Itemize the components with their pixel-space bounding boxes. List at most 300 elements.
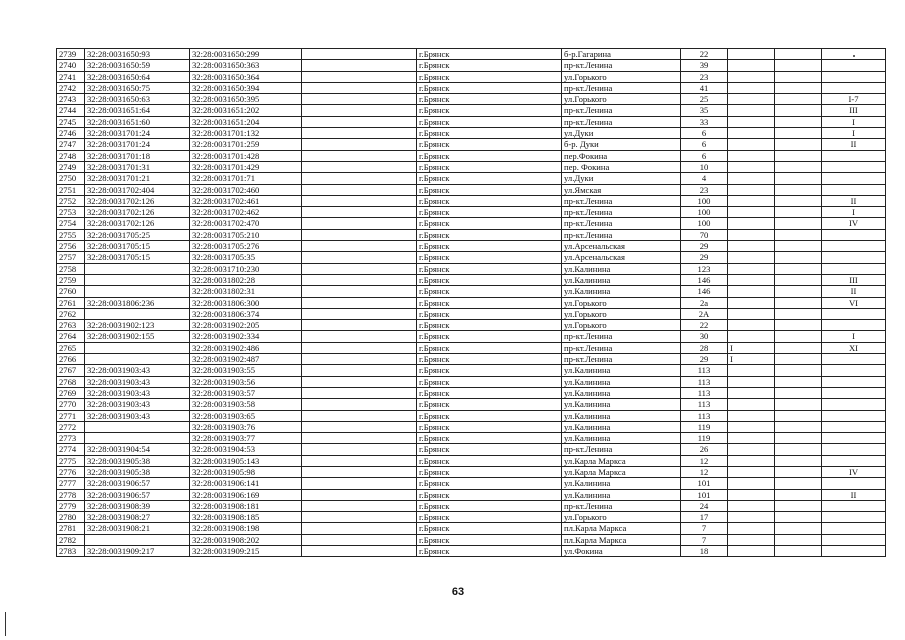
building-cell bbox=[728, 444, 775, 455]
parcel-cadastral-number-cell: 32:28:0031650:64 bbox=[85, 71, 190, 82]
house-number-cell: 33 bbox=[681, 116, 728, 127]
object-cadastral-number-cell: 32:28:0031906:141 bbox=[190, 478, 302, 489]
street-cell: ул.Калинина bbox=[562, 433, 681, 444]
row-number-cell: 2777 bbox=[57, 478, 85, 489]
city-cell: г.Брянск bbox=[417, 173, 562, 184]
object-cadastral-number-cell: 32:28:0031650:299 bbox=[190, 49, 302, 60]
row-number-cell: 2775 bbox=[57, 455, 85, 466]
blank-column-cell bbox=[302, 195, 417, 206]
blank-column-cell bbox=[302, 512, 417, 523]
row-number-cell: 2778 bbox=[57, 489, 85, 500]
premises-cell: IV bbox=[822, 218, 886, 229]
building-cell bbox=[728, 523, 775, 534]
table-row bbox=[57, 546, 886, 557]
parcel-cadastral-number-cell: 32:28:0031904:54 bbox=[85, 444, 190, 455]
row-number-cell: 2753 bbox=[57, 207, 85, 218]
city-cell: г.Брянск bbox=[417, 320, 562, 331]
premises-cell: I bbox=[822, 331, 886, 342]
street-cell: ул.Карла Маркса bbox=[562, 466, 681, 477]
table-row bbox=[57, 376, 886, 387]
city-cell: г.Брянск bbox=[417, 342, 562, 353]
parcel-cadastral-number-cell: 32:28:0031702:404 bbox=[85, 184, 190, 195]
premises-cell bbox=[822, 263, 886, 274]
parcel-cadastral-number-cell: 32:28:0031908:39 bbox=[85, 500, 190, 511]
blank-column-cell bbox=[302, 534, 417, 545]
building-cell bbox=[728, 365, 775, 376]
house-number-cell: 6 bbox=[681, 128, 728, 139]
city-cell: г.Брянск bbox=[417, 116, 562, 127]
street-cell: пл.Карла Маркса bbox=[562, 523, 681, 534]
street-cell: ул.Ямская bbox=[562, 184, 681, 195]
house-number-cell: 2А bbox=[681, 308, 728, 319]
city-cell: г.Брянск bbox=[417, 207, 562, 218]
extra-cell bbox=[775, 184, 822, 195]
street-cell: пер.Фокина bbox=[562, 150, 681, 161]
parcel-cadastral-number-cell bbox=[85, 342, 190, 353]
street-cell: пр-кт.Ленина bbox=[562, 229, 681, 240]
blank-column-cell bbox=[302, 387, 417, 398]
blank-column-cell bbox=[302, 297, 417, 308]
table-row bbox=[57, 466, 886, 477]
extra-cell bbox=[775, 478, 822, 489]
extra-cell bbox=[775, 421, 822, 432]
row-number-cell: 2776 bbox=[57, 466, 85, 477]
house-number-cell: 119 bbox=[681, 433, 728, 444]
premises-cell: II bbox=[822, 195, 886, 206]
blank-column-cell bbox=[302, 354, 417, 365]
row-number-cell: 2751 bbox=[57, 184, 85, 195]
street-cell: ул.Дуки bbox=[562, 128, 681, 139]
house-number-cell: 100 bbox=[681, 207, 728, 218]
blank-column-cell bbox=[302, 365, 417, 376]
premises-cell bbox=[822, 410, 886, 421]
table-row bbox=[57, 410, 886, 421]
house-number-cell: 113 bbox=[681, 365, 728, 376]
extra-cell bbox=[775, 354, 822, 365]
table-row bbox=[57, 433, 886, 444]
premises-cell bbox=[822, 534, 886, 545]
blank-column-cell bbox=[302, 500, 417, 511]
blank-column-cell bbox=[302, 433, 417, 444]
street-cell: ул.Калинина bbox=[562, 399, 681, 410]
building-cell bbox=[728, 297, 775, 308]
premises-cell bbox=[822, 82, 886, 93]
extra-cell bbox=[775, 195, 822, 206]
parcel-cadastral-number-cell: 32:28:0031705:25 bbox=[85, 229, 190, 240]
object-cadastral-number-cell: 32:28:0031903:65 bbox=[190, 410, 302, 421]
object-cadastral-number-cell: 32:28:0031902:205 bbox=[190, 320, 302, 331]
premises-cell bbox=[822, 444, 886, 455]
premises-cell bbox=[822, 387, 886, 398]
house-number-cell: 146 bbox=[681, 286, 728, 297]
extra-cell bbox=[775, 455, 822, 466]
blank-column-cell bbox=[302, 252, 417, 263]
parcel-cadastral-number-cell: 32:28:0031906:57 bbox=[85, 489, 190, 500]
building-cell bbox=[728, 195, 775, 206]
parcel-cadastral-number-cell: 32:28:0031702:126 bbox=[85, 195, 190, 206]
object-cadastral-number-cell: 32:28:0031903:76 bbox=[190, 421, 302, 432]
premises-cell: I bbox=[822, 207, 886, 218]
blank-column-cell bbox=[302, 161, 417, 172]
row-number-cell: 2774 bbox=[57, 444, 85, 455]
extra-cell bbox=[775, 489, 822, 500]
table-row bbox=[57, 387, 886, 398]
object-cadastral-number-cell: 32:28:0031903:58 bbox=[190, 399, 302, 410]
street-cell: ул.Калинина bbox=[562, 478, 681, 489]
table-row bbox=[57, 534, 886, 545]
city-cell: г.Брянск bbox=[417, 82, 562, 93]
row-number-cell: 2761 bbox=[57, 297, 85, 308]
city-cell: г.Брянск bbox=[417, 455, 562, 466]
premises-cell: I bbox=[822, 116, 886, 127]
street-cell: ул.Калинина bbox=[562, 286, 681, 297]
object-cadastral-number-cell: 32:28:0031650:363 bbox=[190, 60, 302, 71]
extra-cell bbox=[775, 161, 822, 172]
parcel-cadastral-number-cell: 32:28:0031705:15 bbox=[85, 252, 190, 263]
city-cell: г.Брянск bbox=[417, 331, 562, 342]
parcel-cadastral-number-cell: 32:28:0031650:93 bbox=[85, 49, 190, 60]
building-cell bbox=[728, 116, 775, 127]
row-number-cell: 2741 bbox=[57, 71, 85, 82]
house-number-cell: 101 bbox=[681, 489, 728, 500]
street-cell: пр-кт.Ленина bbox=[562, 444, 681, 455]
row-number-cell: 2779 bbox=[57, 500, 85, 511]
table-row bbox=[57, 354, 886, 365]
house-number-cell: 28 bbox=[681, 342, 728, 353]
city-cell: г.Брянск bbox=[417, 184, 562, 195]
house-number-cell: 29 bbox=[681, 252, 728, 263]
object-cadastral-number-cell: 32:28:0031705:210 bbox=[190, 229, 302, 240]
city-cell: г.Брянск bbox=[417, 139, 562, 150]
street-cell: пр-кт.Ленина bbox=[562, 195, 681, 206]
street-cell: б-р. Дуки bbox=[562, 139, 681, 150]
table-row bbox=[57, 444, 886, 455]
street-cell: пр-кт.Ленина bbox=[562, 60, 681, 71]
premises-cell: III bbox=[822, 105, 886, 116]
blank-column-cell bbox=[302, 308, 417, 319]
object-cadastral-number-cell: 32:28:0031908:198 bbox=[190, 523, 302, 534]
city-cell: г.Брянск bbox=[417, 71, 562, 82]
parcel-cadastral-number-cell: 32:28:0031903:43 bbox=[85, 365, 190, 376]
parcel-cadastral-number-cell: 32:28:0031702:126 bbox=[85, 218, 190, 229]
table-row bbox=[57, 128, 886, 139]
street-cell: ул.Калинина bbox=[562, 274, 681, 285]
extra-cell bbox=[775, 173, 822, 184]
table-row bbox=[57, 274, 886, 285]
premises-cell bbox=[822, 241, 886, 252]
street-cell: пр-кт.Ленина bbox=[562, 116, 681, 127]
house-number-cell: 24 bbox=[681, 500, 728, 511]
city-cell: г.Брянск bbox=[417, 444, 562, 455]
street-cell: ул.Горького bbox=[562, 320, 681, 331]
row-number-cell: 2759 bbox=[57, 274, 85, 285]
house-number-cell: 41 bbox=[681, 82, 728, 93]
parcel-cadastral-number-cell: 32:28:0031701:18 bbox=[85, 150, 190, 161]
building-cell bbox=[728, 478, 775, 489]
city-cell: г.Брянск bbox=[417, 161, 562, 172]
blank-column-cell bbox=[302, 229, 417, 240]
row-number-cell: 2783 bbox=[57, 546, 85, 557]
parcel-cadastral-number-cell: 32:28:0031905:38 bbox=[85, 455, 190, 466]
building-cell bbox=[728, 534, 775, 545]
blank-column-cell bbox=[302, 410, 417, 421]
blank-column-cell bbox=[302, 320, 417, 331]
premises-cell: II bbox=[822, 489, 886, 500]
row-number-cell: 2746 bbox=[57, 128, 85, 139]
city-cell: г.Брянск bbox=[417, 500, 562, 511]
house-number-cell: 22 bbox=[681, 320, 728, 331]
parcel-cadastral-number-cell bbox=[85, 274, 190, 285]
house-number-cell: 26 bbox=[681, 444, 728, 455]
object-cadastral-number-cell: 32:28:0031802:28 bbox=[190, 274, 302, 285]
parcel-cadastral-number-cell: 32:28:0031905:38 bbox=[85, 466, 190, 477]
blank-column-cell bbox=[302, 184, 417, 195]
building-cell bbox=[728, 546, 775, 557]
table-row bbox=[57, 263, 886, 274]
extra-cell bbox=[775, 105, 822, 116]
city-cell: г.Брянск bbox=[417, 105, 562, 116]
building-cell bbox=[728, 229, 775, 240]
row-number-cell: 2760 bbox=[57, 286, 85, 297]
row-number-cell: 2765 bbox=[57, 342, 85, 353]
city-cell: г.Брянск bbox=[417, 365, 562, 376]
street-cell: ул.Дуки bbox=[562, 173, 681, 184]
table-row bbox=[57, 229, 886, 240]
house-number-cell: 119 bbox=[681, 421, 728, 432]
table-row bbox=[57, 523, 886, 534]
row-number-cell: 2740 bbox=[57, 60, 85, 71]
page-number: 63 bbox=[451, 586, 465, 598]
street-cell: ул.Калинина bbox=[562, 489, 681, 500]
blank-column-cell bbox=[302, 376, 417, 387]
parcel-cadastral-number-cell: 32:28:0031701:21 bbox=[85, 173, 190, 184]
table-row bbox=[57, 500, 886, 511]
table-row bbox=[57, 331, 886, 342]
blank-column-cell bbox=[302, 399, 417, 410]
house-number-cell: 22 bbox=[681, 49, 728, 60]
table-row bbox=[57, 94, 886, 105]
building-cell bbox=[728, 263, 775, 274]
object-cadastral-number-cell: 32:28:0031902:487 bbox=[190, 354, 302, 365]
row-number-cell: 2749 bbox=[57, 161, 85, 172]
street-cell: пр-кт.Ленина bbox=[562, 342, 681, 353]
scan-margin-mark bbox=[5, 612, 6, 636]
table-row bbox=[57, 399, 886, 410]
object-cadastral-number-cell: 32:28:0031705:276 bbox=[190, 241, 302, 252]
scan-speck bbox=[853, 55, 855, 57]
object-cadastral-number-cell: 32:28:0031903:55 bbox=[190, 365, 302, 376]
building-cell bbox=[728, 161, 775, 172]
extra-cell bbox=[775, 376, 822, 387]
table-row bbox=[57, 161, 886, 172]
object-cadastral-number-cell: 32:28:0031651:202 bbox=[190, 105, 302, 116]
extra-cell bbox=[775, 320, 822, 331]
extra-cell bbox=[775, 387, 822, 398]
row-number-cell: 2758 bbox=[57, 263, 85, 274]
object-cadastral-number-cell: 32:28:0031702:462 bbox=[190, 207, 302, 218]
blank-column-cell bbox=[302, 116, 417, 127]
house-number-cell: 70 bbox=[681, 229, 728, 240]
premises-cell bbox=[822, 455, 886, 466]
row-number-cell: 2773 bbox=[57, 433, 85, 444]
house-number-cell: 29 bbox=[681, 354, 728, 365]
building-cell: I bbox=[728, 354, 775, 365]
table-row bbox=[57, 207, 886, 218]
blank-column-cell bbox=[302, 478, 417, 489]
building-cell bbox=[728, 421, 775, 432]
house-number-cell: 18 bbox=[681, 546, 728, 557]
building-cell bbox=[728, 60, 775, 71]
building-cell bbox=[728, 71, 775, 82]
table-row bbox=[57, 218, 886, 229]
house-number-cell: 100 bbox=[681, 218, 728, 229]
row-number-cell: 2739 bbox=[57, 49, 85, 60]
row-number-cell: 2767 bbox=[57, 365, 85, 376]
house-number-cell: 123 bbox=[681, 263, 728, 274]
premises-cell bbox=[822, 71, 886, 82]
extra-cell bbox=[775, 410, 822, 421]
row-number-cell: 2756 bbox=[57, 241, 85, 252]
parcel-cadastral-number-cell: 32:28:0031650:63 bbox=[85, 94, 190, 105]
object-cadastral-number-cell: 32:28:0031702:461 bbox=[190, 195, 302, 206]
row-number-cell: 2782 bbox=[57, 534, 85, 545]
row-number-cell: 2748 bbox=[57, 150, 85, 161]
building-cell bbox=[728, 500, 775, 511]
blank-column-cell bbox=[302, 546, 417, 557]
house-number-cell: 23 bbox=[681, 71, 728, 82]
premises-cell bbox=[822, 229, 886, 240]
parcel-cadastral-number-cell bbox=[85, 263, 190, 274]
house-number-cell: 39 bbox=[681, 60, 728, 71]
city-cell: г.Брянск bbox=[417, 399, 562, 410]
city-cell: г.Брянск bbox=[417, 286, 562, 297]
street-cell: ул.Карла Маркса bbox=[562, 455, 681, 466]
house-number-cell: 113 bbox=[681, 410, 728, 421]
city-cell: г.Брянск bbox=[417, 229, 562, 240]
extra-cell bbox=[775, 286, 822, 297]
house-number-cell: 17 bbox=[681, 512, 728, 523]
city-cell: г.Брянск bbox=[417, 354, 562, 365]
parcel-cadastral-number-cell bbox=[85, 534, 190, 545]
building-cell bbox=[728, 128, 775, 139]
building-cell bbox=[728, 308, 775, 319]
street-cell: б-р.Гагарина bbox=[562, 49, 681, 60]
street-cell: ул.Фокина bbox=[562, 546, 681, 557]
table-row bbox=[57, 421, 886, 432]
table-row bbox=[57, 60, 886, 71]
parcel-cadastral-number-cell: 32:28:0031903:43 bbox=[85, 410, 190, 421]
object-cadastral-number-cell: 32:28:0031806:374 bbox=[190, 308, 302, 319]
premises-cell bbox=[822, 399, 886, 410]
row-number-cell: 2747 bbox=[57, 139, 85, 150]
building-cell bbox=[728, 94, 775, 105]
row-number-cell: 2752 bbox=[57, 195, 85, 206]
parcel-cadastral-number-cell bbox=[85, 354, 190, 365]
house-number-cell: 10 bbox=[681, 161, 728, 172]
premises-cell: II bbox=[822, 139, 886, 150]
object-cadastral-number-cell: 32:28:0031802:31 bbox=[190, 286, 302, 297]
street-cell: ул.Калинина bbox=[562, 410, 681, 421]
table-row bbox=[57, 489, 886, 500]
extra-cell bbox=[775, 342, 822, 353]
street-cell: пр-кт.Ленина bbox=[562, 500, 681, 511]
table-row bbox=[57, 195, 886, 206]
extra-cell bbox=[775, 500, 822, 511]
building-cell bbox=[728, 466, 775, 477]
building-cell bbox=[728, 252, 775, 263]
object-cadastral-number-cell: 32:28:0031908:185 bbox=[190, 512, 302, 523]
street-cell: ул.Арсенальская bbox=[562, 252, 681, 263]
building-cell bbox=[728, 376, 775, 387]
row-number-cell: 2754 bbox=[57, 218, 85, 229]
table-row bbox=[57, 252, 886, 263]
parcel-cadastral-number-cell bbox=[85, 433, 190, 444]
street-cell: пр-кт.Ленина bbox=[562, 207, 681, 218]
object-cadastral-number-cell: 32:28:0031903:56 bbox=[190, 376, 302, 387]
city-cell: г.Брянск bbox=[417, 512, 562, 523]
object-cadastral-number-cell: 32:28:0031701:429 bbox=[190, 161, 302, 172]
blank-column-cell bbox=[302, 105, 417, 116]
parcel-cadastral-number-cell: 32:28:0031806:236 bbox=[85, 297, 190, 308]
house-number-cell: 113 bbox=[681, 376, 728, 387]
extra-cell bbox=[775, 128, 822, 139]
city-cell: г.Брянск bbox=[417, 376, 562, 387]
object-cadastral-number-cell: 32:28:0031701:71 bbox=[190, 173, 302, 184]
city-cell: г.Брянск bbox=[417, 218, 562, 229]
street-cell: ул.Калинина bbox=[562, 421, 681, 432]
building-cell bbox=[728, 512, 775, 523]
blank-column-cell bbox=[302, 241, 417, 252]
object-cadastral-number-cell: 32:28:0031650:394 bbox=[190, 82, 302, 93]
extra-cell bbox=[775, 229, 822, 240]
parcel-cadastral-number-cell bbox=[85, 308, 190, 319]
blank-column-cell bbox=[302, 342, 417, 353]
street-cell: ул.Арсенальская bbox=[562, 241, 681, 252]
extra-cell bbox=[775, 150, 822, 161]
city-cell: г.Брянск bbox=[417, 478, 562, 489]
building-cell bbox=[728, 387, 775, 398]
street-cell: ул.Горького bbox=[562, 308, 681, 319]
row-number-cell: 2780 bbox=[57, 512, 85, 523]
blank-column-cell bbox=[302, 444, 417, 455]
premises-cell: XI bbox=[822, 342, 886, 353]
street-cell: ул.Калинина bbox=[562, 376, 681, 387]
building-cell bbox=[728, 218, 775, 229]
extra-cell bbox=[775, 546, 822, 557]
table-row bbox=[57, 286, 886, 297]
object-cadastral-number-cell: 32:28:0031710:230 bbox=[190, 263, 302, 274]
street-cell: ул.Горького bbox=[562, 512, 681, 523]
parcel-cadastral-number-cell: 32:28:0031902:123 bbox=[85, 320, 190, 331]
extra-cell bbox=[775, 331, 822, 342]
city-cell: г.Брянск bbox=[417, 546, 562, 557]
house-number-cell: 12 bbox=[681, 455, 728, 466]
blank-column-cell bbox=[302, 218, 417, 229]
premises-cell bbox=[822, 512, 886, 523]
row-number-cell: 2744 bbox=[57, 105, 85, 116]
parcel-cadastral-number-cell: 32:28:0031705:15 bbox=[85, 241, 190, 252]
city-cell: г.Брянск bbox=[417, 49, 562, 60]
object-cadastral-number-cell: 32:28:0031905:143 bbox=[190, 455, 302, 466]
table-row bbox=[57, 320, 886, 331]
city-cell: г.Брянск bbox=[417, 523, 562, 534]
table-row bbox=[57, 184, 886, 195]
blank-column-cell bbox=[302, 421, 417, 432]
house-number-cell: 7 bbox=[681, 534, 728, 545]
building-cell bbox=[728, 274, 775, 285]
house-number-cell: 12 bbox=[681, 466, 728, 477]
street-cell: пл.Карла Маркса bbox=[562, 534, 681, 545]
